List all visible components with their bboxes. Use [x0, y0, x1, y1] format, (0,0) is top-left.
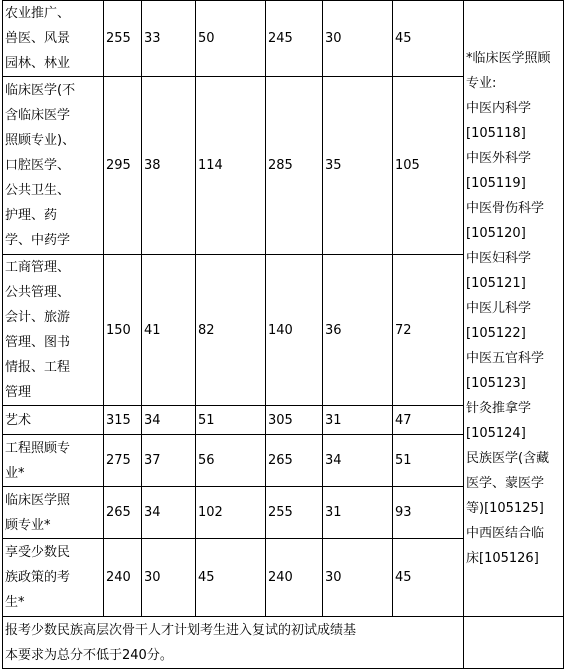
value-cell: 105	[393, 77, 464, 255]
value-cell: 56	[196, 435, 266, 487]
value-cell: 255	[266, 487, 323, 539]
score-table	[2, 0, 564, 669]
value-cell: 31	[323, 487, 393, 539]
value-cell: 35	[323, 77, 393, 255]
footer-row	[3, 617, 564, 669]
value-cell: 102	[196, 487, 266, 539]
value-cell: 315	[104, 406, 142, 435]
value-cell: 51	[196, 406, 266, 435]
value-cell: 34	[142, 406, 196, 435]
value-cell: 36	[323, 255, 393, 406]
value-cell: 34	[142, 487, 196, 539]
category-cell: 农业推广、 兽医、风景 园林、林业	[3, 1, 104, 77]
value-cell: 285	[266, 77, 323, 255]
value-cell: 45	[196, 539, 266, 617]
value-cell: 50	[196, 1, 266, 77]
value-cell: 82	[196, 255, 266, 406]
value-cell: 51	[393, 435, 464, 487]
category-cell: 工程照顾专 业*	[3, 435, 104, 487]
value-cell: 34	[323, 435, 393, 487]
table-row	[3, 1, 564, 77]
value-cell: 245	[266, 1, 323, 77]
value-cell: 30	[142, 539, 196, 617]
category-cell: 艺术	[3, 406, 104, 435]
value-cell: 37	[142, 435, 196, 487]
category-cell: 临床医学(不 含临床医学 照顾专业)、 口腔医学、 公共卫生、 护理、药 学、中药学	[3, 77, 104, 255]
value-cell: 255	[104, 1, 142, 77]
category-cell: 工商管理、 公共管理、 会计、旅游 管理、图书 情报、工程 管理	[3, 255, 104, 406]
value-cell: 30	[323, 1, 393, 77]
value-cell: 31	[323, 406, 393, 435]
value-cell: 265	[266, 435, 323, 487]
category-cell: 临床医学照 顾专业*	[3, 487, 104, 539]
value-cell: 45	[393, 1, 464, 77]
value-cell: 140	[266, 255, 323, 406]
value-cell: 47	[393, 406, 464, 435]
value-cell: 41	[142, 255, 196, 406]
note-cell: *临床医学照顾 专业: 中医内科学 [105118] 中医外科学 [105119] 中医骨伤科学 [105120] 中医妇科学 [105121] 中医儿科学 [105122] 中医五官科学 [105123] 针灸推拿学 [105124] 民族医学(含藏 医学、蒙医学 等)[105125] 中西医结合临 床[105126]	[464, 1, 564, 617]
value-cell: 114	[196, 77, 266, 255]
value-cell: 265	[104, 487, 142, 539]
value-cell: 72	[393, 255, 464, 406]
value-cell: 33	[142, 1, 196, 77]
footer-empty-cell	[464, 617, 564, 669]
value-cell: 45	[393, 539, 464, 617]
value-cell: 295	[104, 77, 142, 255]
category-cell: 享受少数民 族政策的考 生*	[3, 539, 104, 617]
table-body	[3, 1, 564, 669]
value-cell: 150	[104, 255, 142, 406]
value-cell: 30	[323, 539, 393, 617]
value-cell: 240	[104, 539, 142, 617]
value-cell: 305	[266, 406, 323, 435]
value-cell: 275	[104, 435, 142, 487]
value-cell: 93	[393, 487, 464, 539]
footer-note: 报考少数民族高层次骨干人才计划考生进入复试的初试成绩基 本要求为总分不低于240分。	[3, 617, 464, 669]
value-cell: 240	[266, 539, 323, 617]
value-cell: 38	[142, 77, 196, 255]
